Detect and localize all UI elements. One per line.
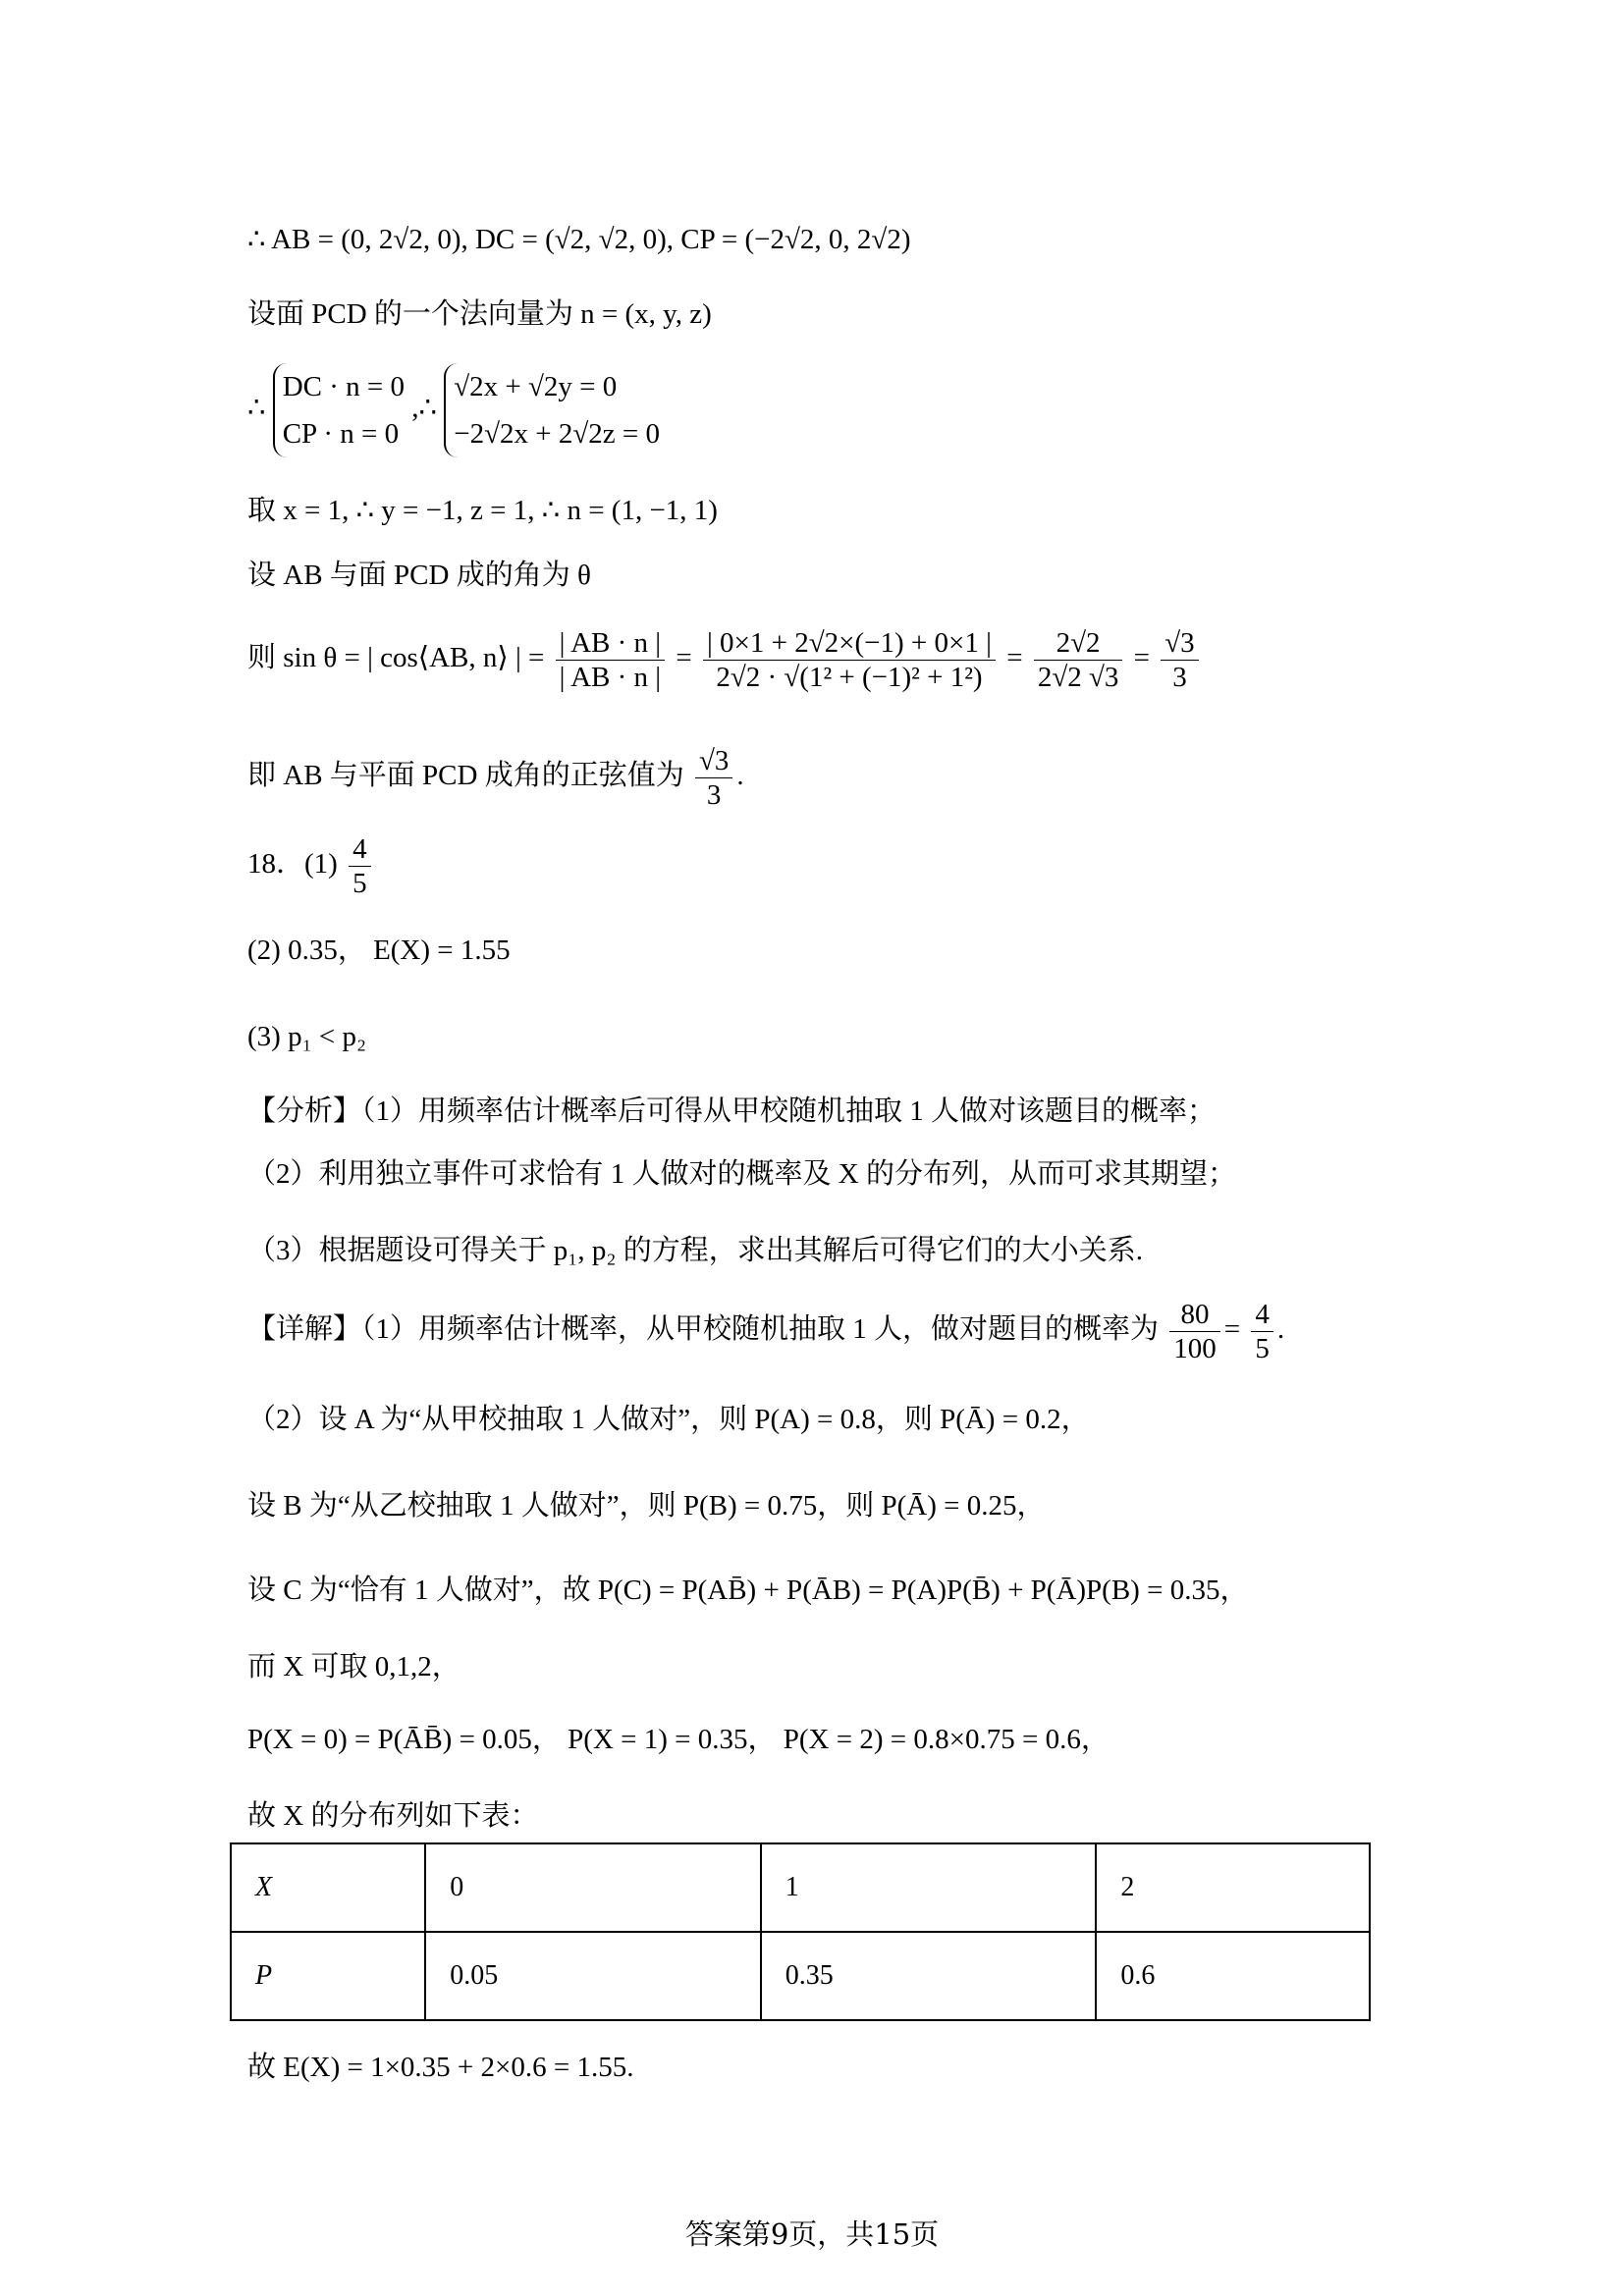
system-left — [273, 363, 405, 457]
system-left-eq2: CP · n = 0 — [282, 418, 400, 450]
sine-fraction-2-numerator: | 0×1 + 2√2×(−1) + 0×1 | — [703, 626, 996, 661]
detail-1-fraction-2 — [1251, 1298, 1273, 1365]
sine-fraction-3 — [1034, 626, 1123, 694]
sine-fraction-1-denominator: | AB · n | — [559, 662, 662, 693]
vector-coordinates-line: ∴ AB = (0, 2√2, 0), DC = (√2, √2, 0), CP = (−2√2, 0, 2√2) — [247, 224, 911, 255]
page-footer: 答案第9页，共15页 — [684, 2217, 940, 2251]
sine-fraction-2-denominator: 2√2 · √(1² + (−1)² + 1²) — [716, 662, 983, 693]
sine-fraction-3-denominator: 2√2 √3 — [1037, 662, 1119, 693]
expectation-line: 故 E(X) = 1×0.35 + 2×0.6 = 1.55. — [247, 2052, 634, 2083]
detail-1-text: 【详解】（1）用频率估计概率，从甲校随机抽取 1 人，做对题目的概率为 — [247, 1313, 1160, 1346]
table-cell: P — [231, 1932, 425, 2020]
conclusion-numerator: √3 — [695, 744, 732, 778]
table-cell: 0.05 — [425, 1932, 761, 2020]
q18-denominator: 5 — [352, 868, 367, 899]
detail-1-fraction-1 — [1169, 1298, 1220, 1365]
detail-line-7: 故 X 的分布列如下表： — [247, 1800, 539, 1832]
sine-fraction-1 — [556, 626, 665, 694]
detail-line-4: 设 C 为“恰有 1 人做对”，故 P(C) = P(AB̄) + P(ĀB) = P(A)P(B̄) + P(Ā)P(B) = 0.35， — [247, 1575, 1249, 1606]
equation-system-line — [247, 363, 660, 457]
conclusion-denominator: 3 — [706, 779, 722, 811]
detail-line-5: 而 X 可取 0,1,2， — [247, 1651, 460, 1682]
take-x-line: 取 x = 1, ∴ y = −1, z = 1, ∴ n = (1, −1, 1) — [247, 495, 718, 526]
table-cell: 0 — [425, 1843, 761, 1932]
system-right — [444, 363, 660, 457]
table-row — [231, 1843, 1370, 1932]
sine-fraction-4-numerator: √3 — [1161, 626, 1198, 661]
conclusion-fraction — [695, 744, 732, 812]
table-cell: 2 — [1096, 1843, 1370, 1932]
sine-fraction-1-numerator: | AB · n | — [556, 626, 665, 661]
sine-lhs: 则 sin θ = | cos⟨AB, n⟩ | = — [247, 642, 545, 674]
q18-numerator: 4 — [349, 832, 371, 867]
equals-sign: = — [1133, 642, 1151, 674]
detail-1-numerator-2: 4 — [1251, 1298, 1273, 1332]
system-right-eq1: √2x + √2y = 0 — [454, 371, 618, 402]
q18-part1-answer — [247, 832, 375, 900]
therefore-symbol-2: ,∴ — [411, 392, 437, 424]
sine-fraction-4 — [1161, 626, 1198, 694]
system-right-eq2: −2√2x + 2√2z = 0 — [454, 418, 660, 450]
sine-conclusion-line: 即 AB 与平面 PCD 成角的正弦值为 $\frac{√3}{3}$ . — [247, 745, 744, 811]
detail-line-3: 设 B 为“从乙校抽取 1 人做对”，则 P(B) = 0.75，则 P(Ā) = 0.25， — [247, 1490, 1046, 1522]
analysis-line-2: （2）利用独立事件可求恰有 1 人做对的概率及 X 的分布列，从而可求其期望； — [247, 1158, 1236, 1190]
sine-fraction-4-denominator: 3 — [1172, 662, 1187, 693]
detail-line-1: 【详解】（1）用频率估计概率，从甲校随机抽取 1 人，做对题目的概率为 $\frac{80}{100}$ = $\frac{4}{5}$ . — [247, 1299, 1285, 1364]
therefore-symbol: ∴ — [247, 392, 266, 424]
q18-fraction — [349, 832, 371, 900]
detail-line-6: P(X = 0) = P(ĀB̄) = 0.05， P(X = 1) = 0.35， P(X = 2) = 0.8×0.75 = 0.6， — [247, 1724, 1110, 1755]
detail-line-2: （2）设 A 为“从甲校抽取 1 人做对”，则 P(A) = 0.8，则 P(Ā) = 0.2， — [247, 1404, 1090, 1435]
conclusion-text: 即 AB 与平面 PCD 成角的正弦值为 — [247, 760, 684, 792]
analysis-line-1: 【分析】（1）用频率估计概率后可得从甲校随机抽取 1 人做对该题目的概率； — [247, 1095, 1217, 1127]
sine-fraction-2 — [703, 626, 996, 694]
system-left-eq1: DC · n = 0 — [282, 371, 406, 402]
analysis-line-3: （3）根据题设可得关于 p₁, p₂ 的方程，求出其解后可得它们的大小关系. — [247, 1235, 1143, 1266]
sine-fraction-3-numerator: 2√2 — [1034, 626, 1123, 661]
table-cell: 0.6 — [1096, 1932, 1370, 2020]
angle-intro-line: 设 AB 与面 PCD 成的角为 θ — [247, 560, 591, 591]
table-cell: 1 — [761, 1843, 1097, 1932]
equals-sign: = — [676, 642, 692, 674]
normal-vector-intro: 设面 PCD 的一个法向量为 n = (x, y, z) — [247, 298, 712, 330]
q18-part2-answer: (2) 0.35， E(X) = 1.55 — [247, 934, 511, 966]
table-cell: X — [231, 1843, 425, 1932]
equals-sign: = — [1006, 642, 1023, 674]
q18-part3-answer: (3) p₁ < p₂ — [247, 1021, 367, 1052]
detail-1-denominator-2: 5 — [1255, 1333, 1270, 1364]
table-cell: 0.35 — [761, 1932, 1097, 2020]
detail-1-denominator-1: 100 — [1173, 1333, 1217, 1364]
sine-formula-line — [247, 626, 1203, 694]
table-row — [231, 1932, 1370, 2020]
q18-label: 18．(1) — [247, 848, 338, 881]
detail-1-numerator-1: 80 — [1169, 1298, 1220, 1332]
distribution-table — [230, 1842, 1371, 2021]
